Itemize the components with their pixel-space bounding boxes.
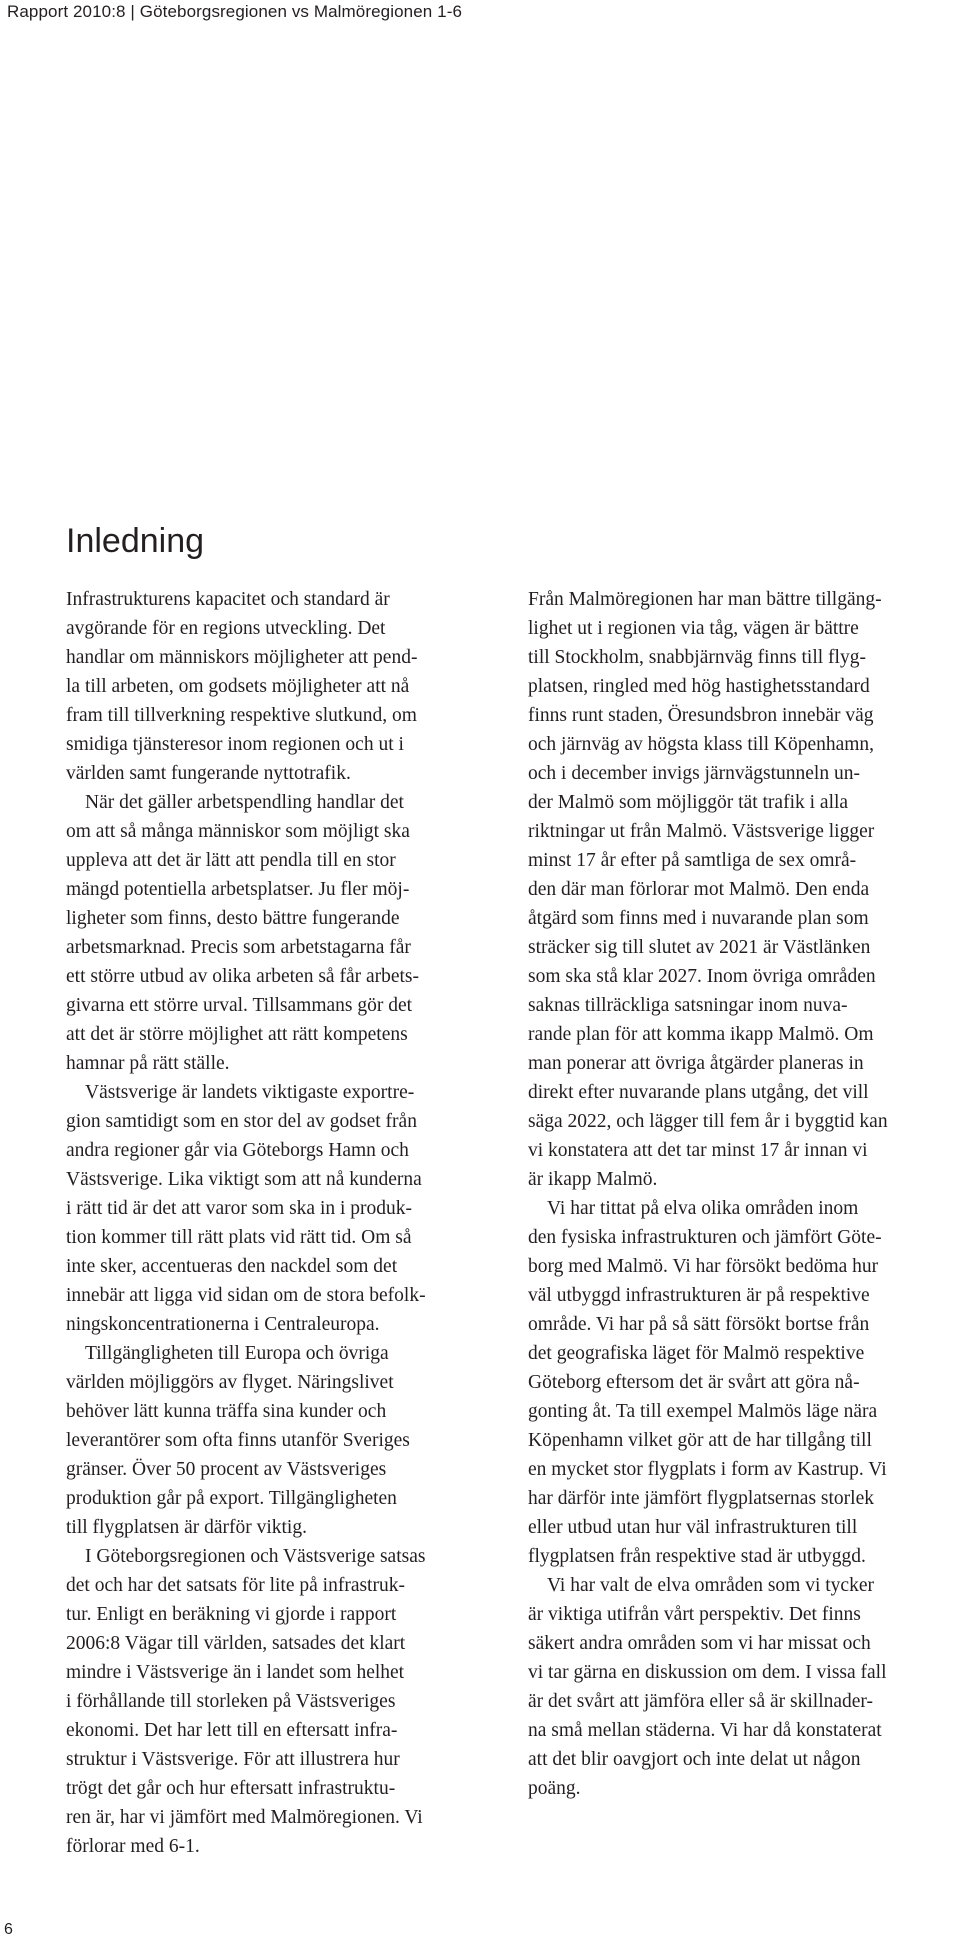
text-line: 2006:8 Vägar till världen, satsades det klart bbox=[66, 1633, 406, 1654]
text-line: givarna ett större urval. Tillsammans gör det bbox=[66, 995, 413, 1016]
text-line: eller utbud utan hur väl infrastrukturen till bbox=[528, 1517, 858, 1538]
text-line: världen samt fungerande nyttotrafik. bbox=[66, 763, 351, 784]
text-line: tur. Enligt en beräkning vi gjorde i rapport bbox=[66, 1604, 397, 1625]
text-line: det och har det satsats för lite på infrastruk- bbox=[66, 1575, 405, 1596]
text-line: minst 17 år efter på samtliga de sex områ- bbox=[528, 850, 857, 871]
text-line: är viktiga utifrån vårt perspektiv. Det finns bbox=[528, 1604, 861, 1625]
text-line: produktion går på export. Tillgängligheten bbox=[66, 1488, 397, 1509]
text-line: till flygplatsen är därför viktig. bbox=[66, 1517, 307, 1538]
text-line: ligheter som finns, desto bättre fungerande bbox=[66, 908, 400, 929]
text-line: der Malmö som möjliggör tät trafik i alla bbox=[528, 792, 849, 813]
text-line: flygplatsen från respektive stad är utbyggd. bbox=[528, 1546, 866, 1567]
text-line: mängd potentiella arbetsplatser. Ju fler möj- bbox=[66, 879, 410, 900]
text-line: När det gäller arbetspendling handlar det bbox=[85, 792, 404, 813]
text-line: arbetsmarknad. Precis som arbetstagarna får bbox=[66, 937, 411, 958]
text-line: världen möjliggörs av flyget. Näringslivet bbox=[66, 1372, 394, 1393]
text-line: ren är, har vi jämfört med Malmöregionen. Vi bbox=[66, 1807, 423, 1828]
text-line: finns runt staden, Öresundsbron innebär väg bbox=[528, 705, 874, 726]
text-line: Göteborg eftersom det är svårt att göra nå- bbox=[528, 1372, 860, 1393]
text-line: rande plan för att komma ikapp Malmö. Om bbox=[528, 1024, 874, 1045]
text-line: Infrastrukturens kapacitet och standard är bbox=[66, 589, 390, 610]
left-text-column bbox=[66, 585, 486, 1861]
text-line: uppleva att det är lätt att pendla till en stor bbox=[66, 850, 396, 871]
text-line: fram till tillverkning respektive slutkund, om bbox=[66, 705, 417, 726]
right-text-column bbox=[528, 585, 948, 1803]
text-line: har därför inte jämfört flygplatsernas storlek bbox=[528, 1488, 875, 1509]
text-line: Tillgängligheten till Europa och övriga bbox=[85, 1343, 389, 1364]
text-line: inte sker, accentueras den nackdel som det bbox=[66, 1256, 398, 1277]
text-line: gränser. Över 50 procent av Västsveriges bbox=[66, 1459, 387, 1480]
text-line: hamnar på rätt ställe. bbox=[66, 1053, 230, 1074]
text-line: den fysiska infrastrukturen och jämfört Göte- bbox=[528, 1227, 882, 1248]
text-line: gonting åt. Ta till exempel Malmös läge nära bbox=[528, 1401, 878, 1422]
text-line: Köpenhamn vilket gör att de har tillgång till bbox=[528, 1430, 872, 1451]
text-line: ett större utbud av olika arbeten så får arbets- bbox=[66, 966, 420, 987]
text-line: det geografiska läget för Malmö respektive bbox=[528, 1343, 865, 1364]
text-line: lighet ut i regionen via tåg, vägen är bättre bbox=[528, 618, 859, 639]
text-line: att det blir oavgjort och inte delat ut någon bbox=[528, 1749, 861, 1770]
text-line: förlorar med 6-1. bbox=[66, 1836, 200, 1857]
text-line: ekonomi. Det har lett till en eftersatt infra- bbox=[66, 1720, 398, 1741]
text-line: Västsverige. Lika viktigt som att nå kunderna bbox=[66, 1169, 422, 1190]
text-line: är ikapp Malmö. bbox=[528, 1169, 658, 1190]
text-line: na små mellan städerna. Vi har då konstaterat bbox=[528, 1720, 882, 1741]
text-line: Vi har tittat på elva olika områden inom bbox=[547, 1198, 859, 1219]
text-line: område. Vi har på så sätt försökt bortse från bbox=[528, 1314, 870, 1335]
text-line: avgörande för en regions utveckling. Det bbox=[66, 618, 386, 639]
text-line: struktur i Västsverige. För att illustrera hur bbox=[66, 1749, 400, 1770]
text-line: om att så många människor som möjligt ska bbox=[66, 821, 410, 842]
text-line: i förhållande till storleken på Västsveriges bbox=[66, 1691, 396, 1712]
text-line: Vi har valt de elva områden som vi tycker bbox=[547, 1575, 874, 1596]
text-line: gion samtidigt som en stor del av godset från bbox=[66, 1111, 417, 1132]
text-line: och i december invigs järnvägstunneln un- bbox=[528, 763, 860, 784]
text-line: mindre i Västsverige än i landet som helhet bbox=[66, 1662, 405, 1683]
text-line: väl utbyggd infrastrukturen är på respektive bbox=[528, 1285, 870, 1306]
text-line: andra regioner går via Göteborgs Hamn och bbox=[66, 1140, 409, 1161]
text-line: riktningar ut från Malmö. Västsverige ligger bbox=[528, 821, 875, 842]
text-line: är det svårt att jämföra eller så är skillnader- bbox=[528, 1691, 874, 1712]
text-line: att det är större möjlighet att rätt kompetens bbox=[66, 1024, 408, 1045]
text-line: poäng. bbox=[528, 1778, 581, 1799]
text-line: och järnväg av högsta klass till Köpenhamn, bbox=[528, 734, 875, 755]
text-line: en mycket stor flygplats i form av Kastrup. Vi bbox=[528, 1459, 887, 1480]
text-line: I Göteborgsregionen och Västsverige satsas bbox=[85, 1546, 426, 1567]
page-number: 6 bbox=[4, 1921, 13, 1938]
text-line: trögt det går och hur eftersatt infrastruktu- bbox=[66, 1778, 396, 1799]
text-line: säga 2022, och lägger till fem år i byggtid kan bbox=[528, 1111, 888, 1132]
text-line: som ska stå klar 2027. Inom övriga områden bbox=[528, 966, 876, 987]
text-line: Från Malmöregionen har man bättre tillgäng- bbox=[528, 589, 882, 610]
text-line: vi konstatera att det tar minst 17 år innan vi bbox=[528, 1140, 868, 1161]
text-line: direkt efter nuvarande plans utgång, det vill bbox=[528, 1082, 869, 1103]
text-line: ningskoncentrationerna i Centraleuropa. bbox=[66, 1314, 380, 1335]
text-line: Västsverige är landets viktigaste exportre- bbox=[85, 1082, 415, 1103]
section-title: Inledning bbox=[66, 522, 205, 560]
text-line: sträcker sig till slutet av 2021 är Västlänken bbox=[528, 937, 871, 958]
text-line: borg med Malmö. Vi har försökt bedöma hur bbox=[528, 1256, 879, 1277]
text-line: i rätt tid är det att varor som ska in i produk- bbox=[66, 1198, 413, 1219]
text-line: till Stockholm, snabbjärnväg finns till flyg- bbox=[528, 647, 866, 668]
text-line: innebär att ligga vid sidan om de stora befolk- bbox=[66, 1285, 426, 1306]
text-line: den där man förlorar mot Malmö. Den enda bbox=[528, 879, 870, 900]
text-line: åtgärd som finns med i nuvarande plan som bbox=[528, 908, 869, 929]
text-line: handlar om människors möjligheter att pend- bbox=[66, 647, 418, 668]
text-line: platsen, ringled med hög hastighetsstandard bbox=[528, 676, 870, 697]
text-line: behöver lätt kunna träffa sina kunder och bbox=[66, 1401, 387, 1422]
text-line: smidiga tjänsteresor inom regionen och ut i bbox=[66, 734, 404, 755]
text-line: saknas tillräckliga satsningar inom nuva- bbox=[528, 995, 848, 1016]
running-header: Rapport 2010:8 | Göteborgsregionen vs Malmöregionen 1-6 bbox=[7, 2, 463, 21]
text-line: tion kommer till rätt plats vid rätt tid. Om så bbox=[66, 1227, 412, 1248]
text-line: vi tar gärna en diskussion om dem. I vissa fall bbox=[528, 1662, 887, 1683]
text-line: la till arbeten, om godsets möjligheter att nå bbox=[66, 676, 410, 697]
text-line: säkert andra områden som vi har missat och bbox=[528, 1633, 871, 1654]
text-line: leverantörer som ofta finns utanför Sveriges bbox=[66, 1430, 410, 1451]
text-line: man ponerar att övriga åtgärder planeras in bbox=[528, 1053, 864, 1074]
